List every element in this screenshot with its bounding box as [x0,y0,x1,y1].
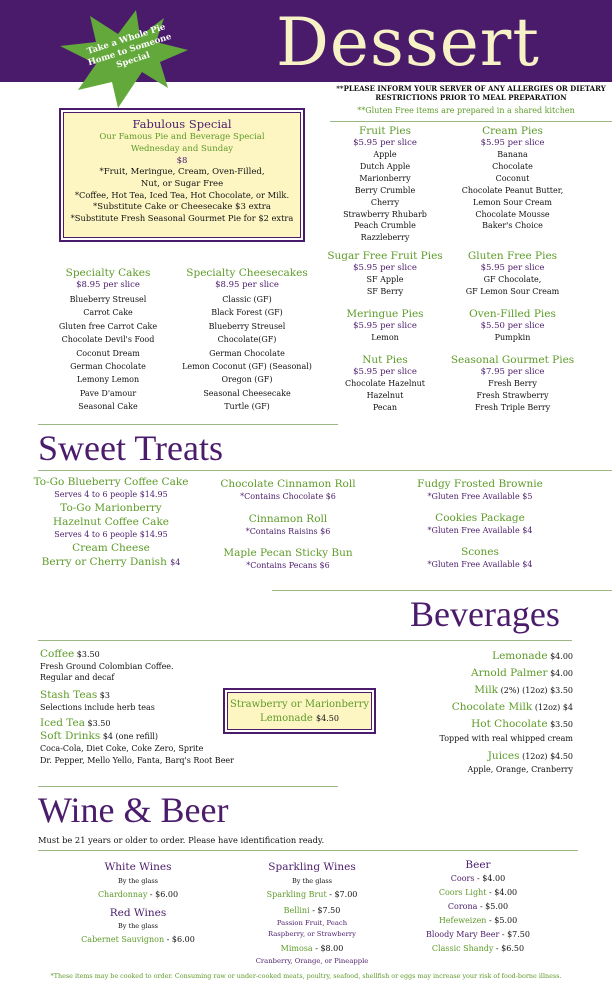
list-item: Oregon (GF) [221,375,273,385]
bev-name: Stash Teas [40,689,98,701]
list-item: Lemon [371,333,399,342]
treat-desc: Serves 4 to 6 people $14.95 [54,530,168,539]
special-line: *Substitute Fresh Seasonal Gourmet Pie for $2 extra [70,213,294,224]
list-item: Marionberry [359,173,411,183]
beer-line [418,900,538,914]
beer-name: Coors [450,874,475,883]
special-content [63,117,301,225]
list-item: SF Berry [366,286,404,296]
wine-desc: Cranberry, Orange, or Pineapple [255,957,369,965]
bev-line [400,682,573,699]
list-item: Lemony Lemon [76,375,140,385]
fruit-pies-heading: Fruit Pies [358,125,411,137]
bev-price: $4 [562,703,573,712]
list-item: SF Apple [366,275,404,284]
lemonade-box-text [227,698,372,726]
meringue-pies-heading: Meringue Pies [346,308,424,320]
wine-line [76,888,200,902]
bev-name: Hot Chocolate [471,718,548,730]
cheesecakes-column [176,267,318,414]
beer-line [418,872,538,886]
sweet-treats-col2 [214,478,362,572]
treat-name: To-Go Blueberry Coffee Cake [33,476,189,488]
wine-line [240,904,384,918]
treat-desc: *Contains Chocolate $6 [240,492,336,501]
beer-line [418,914,538,928]
list-item: Coconut Dream [76,348,140,358]
special-line: *Substitute Cake or Cheesecake $3 extra [93,201,271,212]
bev-price: $3 [99,691,110,700]
list-item: Blueberry Streusel [69,295,147,304]
gluten-free-pies-column [455,250,570,298]
bev-line [40,648,280,661]
treat-line [30,556,192,569]
bev-name: Chocolate Milk [451,701,533,713]
treat-name: Scones [461,546,499,558]
beer-line [418,886,538,900]
gluten-free-pies-price: $5.95 per slice [480,263,545,273]
list-item: Chocolate Devil's Food [61,335,155,345]
sparkling-heading: Sparkling Wines [268,861,356,873]
list-item: Chocolate Peanut Butter, [461,185,564,195]
cakes-price: $8.95 per slice [76,280,140,290]
bev-extra: (12oz) [522,752,548,761]
bev-name: Coffee [40,648,75,660]
bev-price: $4.50 [550,752,573,761]
beer-price: - $4.00 [488,888,518,897]
list-item: German Chocolate [209,348,285,358]
treat-name: Cinnamon Roll [248,513,328,525]
list-item: Black Forest (GF) [211,308,283,318]
sugar-free-pies-heading: Sugar Free Fruit Pies [327,250,443,262]
list-item: Berry Crumble [354,185,416,195]
treat-name: Cookies Package [435,512,525,524]
list-item: Fresh Berry [488,379,537,388]
bev-name: Arnold Palmer [471,667,548,679]
gluten-free-pies-heading: Gluten Free Pies [467,250,558,262]
list-item: Pave D'amour [79,388,137,398]
special-title: Fabulous Special [132,117,232,131]
nut-pies-price: $5.95 per slice [353,367,417,377]
list-item: Turtle (GF) [224,402,270,412]
divider-wine-bottom [38,850,578,851]
cream-pies-column [455,125,570,232]
list-item: Chocolate Mousse [475,209,550,219]
list-item: German Chocolate [70,362,146,372]
beer-price: - $5.00 [479,902,509,911]
white-wines-column [76,860,200,947]
list-item: Fresh Triple Berry [474,402,551,412]
sweet-treats-col3 [414,478,546,571]
wine-desc: Passion Fruit, Peach [276,919,348,927]
treat-name: To-Go Marionberry [60,502,162,514]
oven-filled-pies-price: $5.50 per slice [480,321,545,331]
list-item: Dutch Apple [359,161,411,171]
wine-line [240,888,384,902]
bev-extra: (2%) (12oz) [500,686,548,695]
list-item: Lemon Coconut (GF) (Seasonal) [182,362,312,372]
fruit-pies-price: $5.95 per slice [353,138,417,148]
bev-desc: Topped with real whipped cream [439,734,573,743]
lemonade-box-name: Lemonade [260,713,313,724]
list-item: Cherry [370,197,400,207]
treat-desc: *Gluten Free Available $4 [427,526,533,535]
list-item: Fresh Strawberry [476,390,549,400]
wine-price: - $7.50 [312,906,341,915]
wine-desc: Raspberry, or Strawberry [267,930,356,938]
page-title: Dessert [276,4,540,81]
treat-desc: Serves 4 to 6 people $14.95 [54,490,168,499]
list-item: Apple [373,150,397,159]
cream-pies-heading: Cream Pies [482,125,543,137]
cakes-column [48,267,168,414]
red-wines-heading: Red Wines [109,907,167,919]
allergy-notice [330,84,612,102]
treat-desc: *Gluten Free Available $5 [427,492,533,501]
bev-extra: (12oz) [534,703,561,712]
list-item: Chocolate(GF) [217,335,277,345]
oven-filled-pies-heading: Oven-Filled Pies [469,308,556,320]
treat-name: Maple Pecan Sticky Bun [223,547,353,559]
list-item: Hazelnut [366,390,404,400]
cream-pies-price: $5.95 per slice [480,138,545,148]
bev-price: $4.00 [550,669,573,678]
by-glass-label: By the glass [117,877,158,885]
beer-price: - $6.50 [495,944,525,953]
sparkling-wines-column [240,860,384,966]
list-item: Seasonal Cheesecake [203,388,291,398]
gourmet-pies-price: $7.95 per slice [480,367,545,377]
wine-price: - $8.00 [315,944,344,953]
list-item: Gluten free Carrot Cake [58,321,158,331]
cheesecakes-heading: Specialty Cheesecakes [186,267,308,279]
wine-name: Bellini [283,906,310,915]
bev-name: Lemonade [492,650,548,662]
oven-filled-pies-column [455,308,570,344]
wine-name: Mimosa [280,944,313,953]
list-item: Peach Crumble [354,221,416,231]
bev-desc: Dr. Pepper, Mello Yello, Fanta, Barq's Root Beer [40,756,234,765]
list-item: Lemon Sour Cream [473,197,552,207]
beverages-right [400,648,573,776]
wine-line [240,942,384,956]
bev-price: $3.50 [87,719,111,728]
beer-line [418,928,538,942]
list-item: Coconut [495,173,530,183]
list-item: GF Chocolate, [483,275,542,284]
wine-price: - $7.00 [329,890,358,899]
beer-name: Hefeweizen [438,916,487,925]
footer-disclaimer: *These items may be cooked to order. Consuming raw or under-cooked meats, poultry, seafood, shellfish or eggs may increase your risk of food-borne illness. [50,972,562,980]
bev-name: Iced Tea [40,717,85,729]
list-item: Banana [497,150,528,159]
allergy-notice-line2: RESTRICTIONS PRIOR TO MEAL PREPARATION [375,93,567,102]
bev-name: Soft Drinks [40,730,101,742]
treat-desc: *Gluten Free Available $4 [427,560,533,569]
special-line: *Fruit, Meringue, Cream, Oven-Filled, [99,167,265,177]
gourmet-pies-column [450,354,575,414]
bev-price: $3.50 [76,650,100,659]
special-subtitle1: Our Famous Pie and Beverage Special [99,132,265,142]
lemonade-box-line2 [227,712,372,726]
list-item: Pumpkin [494,333,531,342]
sweet-treats-col1 [30,476,192,569]
list-item: GF Lemon Sour Cream [465,286,560,296]
wine-name: Chardonnay [97,890,148,899]
bev-price: $4 (one refill) [102,732,159,741]
wine-price: - $6.00 [149,890,179,899]
gourmet-pies-heading: Seasonal Gourmet Pies [450,354,575,366]
treat-desc: *Contains Raisins $6 [245,527,331,536]
fruit-pies-column [330,125,440,244]
wine-line [76,933,200,947]
beverages-title: Beverages [410,594,560,634]
beer-price: - $4.00 [477,874,506,883]
list-item: Blueberry Streusel [208,321,286,331]
bev-desc: Fresh Ground Colombian Coffee. [40,662,174,671]
divider-sweet-treats [38,424,338,425]
treat-name: Cream Cheese [72,542,150,554]
list-item: Carrot Cake [83,308,133,318]
bev-price: $3.50 [550,686,573,695]
treat-desc: *Contains Pecans $6 [246,561,330,570]
bev-name: Milk [474,684,499,696]
lemonade-box-price: $4.50 [316,714,339,723]
sugar-free-pies-price: $5.95 per slice [353,263,417,273]
beer-heading: Beer [465,859,491,871]
bev-line [400,665,573,682]
beer-line [418,942,538,956]
beer-name: Coors Light [438,888,487,897]
wine-price: - $6.00 [166,935,195,944]
list-item: Baker's Choice [482,221,543,231]
divider-beverages-bottom [38,640,572,641]
gluten-note: **Gluten Free items are prepared in a shared kitchen [357,106,575,115]
beer-name: Corona [447,902,478,911]
divider-wine-top [38,786,338,787]
bev-price: $4.00 [550,652,573,661]
beer-name: Bloody Mary Beer [426,930,500,939]
list-item: Strawberry Rhubarb [343,209,427,219]
divider-sweet-treats-bottom [38,470,612,471]
sugar-free-pies-column [326,250,444,298]
beer-name: Classic Shandy [431,944,494,953]
treat-name: Hazelnut Coffee Cake [52,516,170,528]
cheesecakes-price: $8.95 per slice [215,280,279,290]
list-item: Chocolate [492,161,533,171]
beer-column [418,858,538,956]
list-item: Pecan [372,402,398,412]
bev-desc: Selections include herb teas [40,703,155,712]
divider-top-right [330,121,612,122]
white-wines-heading: White Wines [104,861,172,873]
list-item: Classic (GF) [222,295,272,304]
allergy-notice-line1: **PLEASE INFORM YOUR SERVER OF ANY ALLERGIES OR DIETARY [336,84,606,93]
list-item: Seasonal Cake [78,402,138,412]
bev-price: $3.50 [550,720,573,729]
bev-line [400,699,573,716]
bev-line [400,716,573,733]
meringue-pies-price: $5.95 per slice [353,321,417,331]
by-glass-label: By the glass [291,877,332,885]
by-glass-label: By the glass [117,922,158,930]
beer-price: - $7.50 [501,930,530,939]
treat-name: Berry or Cherry Danish [41,556,167,568]
treat-price: $4 [170,558,181,567]
sweet-treats-title: Sweet Treats [38,428,224,468]
beer-price: - $5.00 [489,916,518,925]
wine-name: Cabernet Sauvignon [81,935,165,944]
list-item: Razzleberry [360,233,410,243]
bev-desc: Apple, Orange, Cranberry [467,765,573,774]
divider-beverages-top [272,590,612,591]
bev-desc: Regular and decaf [40,673,115,682]
special-subtitle2: Wednesday and Sunday [130,144,234,154]
star-text: Take a Whole Pie Home to Someone Special [86,22,173,71]
special-line: Nut, or Sugar Free [140,178,224,189]
treat-name: Fudgy Frosted Brownie [417,478,543,490]
special-price: $8 [176,156,188,166]
nut-pies-column [330,354,440,414]
bev-desc: Coca-Cola, Diet Coke, Coke Zero, Sprite [40,744,204,753]
lemonade-box-line1: Strawberry or Marionberry [229,699,370,710]
meringue-pies-column [330,308,440,344]
special-line: *Coffee, Hot Tea, Iced Tea, Hot Chocolate, or Milk. [74,190,290,201]
bev-line [400,749,573,764]
wine-name: Sparkling Brut [266,890,327,899]
bev-line [400,648,573,665]
treat-name: Chocolate Cinnamon Roll [220,478,356,490]
age-note: Must be 21 years or older to order. Please have identification ready. [38,835,325,845]
wine-beer-title: Wine & Beer [38,790,229,830]
bev-name: Juices [487,750,520,762]
cakes-heading: Specialty Cakes [65,267,151,279]
nut-pies-heading: Nut Pies [362,354,408,366]
list-item: Chocolate Hazelnut [345,379,425,388]
